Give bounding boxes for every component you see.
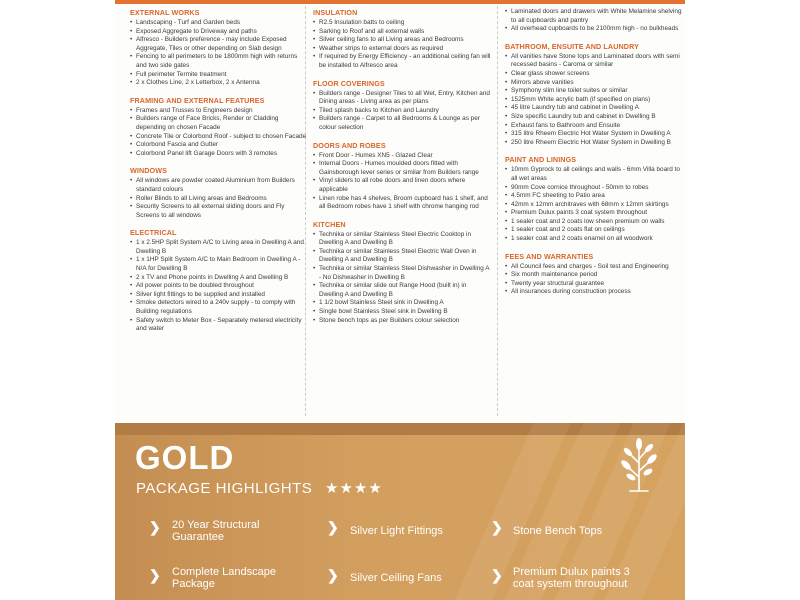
spec-item: • Builders range - Carpet to all Bedrooms & Lounge as per colour selection — [313, 115, 491, 132]
highlight-item: 20 Year Structural Guarantee — [172, 519, 260, 543]
spec-item: • Builders range of Face Bricks, Render or Cladding depending on chosen Facade — [130, 115, 308, 132]
section-title: WINDOWS — [130, 166, 168, 176]
spec-item: • All power points to be doubled throughout — [130, 282, 308, 291]
section-title: ELECTRICAL — [130, 228, 177, 238]
spec-item: • 90mm Cove cornice throughout - 50mm to robes — [505, 184, 683, 193]
spec-item: • 10mm Gyprock to all ceilings and walls - 6mm Villa board to all wet areas — [505, 166, 683, 183]
spec-item: • Smoke detectors wired to a 240v supply - to comply with Building regulations — [130, 299, 308, 316]
spec-section — [505, 155, 683, 243]
section-title: EXTERNAL WORKS — [130, 8, 200, 17]
top-accent-bar — [115, 0, 685, 4]
chevron-right-icon: ❯ — [491, 567, 503, 583]
spec-item: • R2.5 Insulation batts to ceiling — [313, 19, 491, 28]
spec-item: • Vinyl sliders to all robe doors and linen doors where applicable — [313, 177, 491, 194]
section-title: FRAMING AND EXTERNAL FEATURES — [130, 95, 265, 105]
spec-item: • 1525mm White acrylic bath (if specified on plans) — [505, 96, 683, 105]
spec-item: • Technika or similar Stainless Steel Electric Cooktop in Dwelling A and Dwelling B — [313, 231, 491, 248]
spec-section — [130, 8, 308, 88]
spec-item: • Exhaust fans to Bathroom and Ensuite — [505, 122, 683, 131]
spec-item: • All windows are powder coated Aluminium from Builders standard colours — [130, 177, 308, 194]
spec-item: • 2 x Clothes Line, 2 x Letterbox, 2 x Antenna — [130, 79, 308, 88]
spec-item: • Frames and Trusses to Engineers design — [130, 107, 308, 116]
spec-list — [505, 263, 683, 297]
spec-item: • Alfresco - Builders preference - may include Exposed Aggregate, Tiles or other depending on Slab design — [130, 36, 308, 53]
spec-section — [505, 42, 683, 148]
spec-item: • Technika or similar Stainless Steel Dishwasher in Dwelling A - No Dishwasher in Dwelling B — [313, 265, 491, 282]
spec-item: • Colorbond Panel lift Garage Doors with 3 remotes — [130, 150, 308, 159]
section-title: BATHROOM, ENSUITE AND LAUNDRY — [505, 41, 639, 51]
spec-item: • 4.5mm FC sheeting to Patio area — [505, 192, 683, 201]
spec-item: • Clear glass shower screens — [505, 70, 683, 79]
spec-list — [313, 231, 491, 326]
spec-item: • Security Screens to all external sliding doors and Fly Screens to all windows — [130, 203, 308, 220]
spec-column-3 — [505, 8, 683, 305]
chevron-right-icon: ❯ — [491, 519, 503, 535]
section-title: INSULATION — [313, 8, 358, 17]
spec-item: • All vanities have Stone tops and Laminated doors with semi recessed basins - Caroma or similar — [505, 53, 683, 70]
gold-package-banner — [115, 423, 685, 600]
spec-item: • Tiled splash backs to Kitchen and Laundry — [313, 107, 491, 116]
highlight-item: Stone Bench Tops — [513, 525, 603, 537]
spec-item: • All insurances during construction process — [505, 288, 683, 297]
spec-list — [505, 53, 683, 148]
highlight-item: Premium Dulux paints 3 coat system throughout — [513, 566, 630, 590]
section-title: DOORS AND ROBES — [313, 140, 386, 150]
spec-item: • Sarking to Roof and all external walls — [313, 28, 491, 37]
spec-item: • Single bowl Stainless Steel sink in Dwelling B — [313, 308, 491, 317]
spec-item: • 1 sealer coat and 2 coats low sheen premium on walls — [505, 218, 683, 227]
spec-column-2 — [313, 8, 491, 333]
spec-item: • All overhead cupboards to be 2100mm high - no bulkheads — [505, 25, 683, 34]
spec-item: • Internal Doors - Humes moulded doors fitted with Gainsborough lever series or similar from Builders range — [313, 160, 491, 177]
section-title: PAINT AND LININGS — [505, 155, 577, 165]
rating-stars: ★★★★ — [325, 480, 383, 497]
spec-item: • 42mm x 12mm architraves with 68mm x 12mm skirtings — [505, 201, 683, 210]
spec-section — [130, 228, 308, 334]
package-subtitle: PACKAGE HIGHLIGHTS — [136, 480, 313, 497]
spec-item: • 315 litre Rheem Electric Hot Water System in Dwelling A — [505, 130, 683, 139]
package-title: GOLD — [135, 439, 235, 476]
spec-item: • Linen robe has 4 shelves, Broom cupboard has 1 shelf, and all Bedroom robes have 1 shelf with chrome hanging rod — [313, 195, 491, 212]
section-title: KITCHEN — [313, 219, 346, 229]
spec-item: • Weather strips to external doors as required — [313, 45, 491, 54]
spec-list — [130, 239, 308, 334]
spec-item: • Size specific Laundry tub and cabinet in Dwelling B — [505, 113, 683, 122]
spec-item: • Silver light fittings to be supplied and installed — [130, 291, 308, 300]
tree-icon — [618, 437, 660, 498]
spec-item: • All Council fees and charges - Soil test and Engineering — [505, 263, 683, 272]
specifications-panel — [115, 0, 685, 423]
chevron-right-icon: ❯ — [327, 567, 339, 583]
spec-item: • 1 1/2 bowl Stainless Steel sink in Dwelling A — [313, 299, 491, 308]
spec-section — [130, 166, 308, 220]
spec-item: • 1 x 2.5HP Split System A/C to Living area in Dwelling A and Dwelling B — [130, 239, 308, 256]
spec-item: • Symphony slim line toilet suites or similar — [505, 87, 683, 96]
spec-item: • Roller Blinds to all Living areas and Bedrooms — [130, 195, 308, 204]
spec-item: • Fencing to all perimeters to be 1800mm high with returns and two side gates — [130, 53, 308, 70]
spec-section — [313, 79, 491, 133]
spec-list — [505, 8, 683, 34]
highlight-item: Silver Light Fittings — [350, 525, 443, 537]
highlight-item: Complete Landscape Package — [172, 566, 276, 590]
spec-item: • 2 x TV and Phone points in Dwelling A and Dwelling B — [130, 274, 308, 283]
spec-list — [313, 90, 491, 133]
spec-list — [130, 19, 308, 88]
spec-item: • Laminated doors and drawers with White Melamine shelving to all cupboards and pantry — [505, 8, 683, 25]
spec-section — [130, 96, 308, 159]
highlight-item: Silver Ceiling Fans — [350, 572, 442, 584]
spec-section — [505, 252, 683, 297]
spec-list — [313, 19, 491, 71]
spec-item: • Silver ceiling fans to all Living areas and Bedrooms — [313, 36, 491, 45]
spec-item: • 250 litre Rheem Electric Hot Water System in Dwelling B — [505, 139, 683, 148]
column-divider — [497, 6, 498, 416]
spec-item: • Colorbond Fascia and Gutter — [130, 141, 308, 150]
spec-section — [505, 8, 683, 34]
chevron-right-icon: ❯ — [149, 519, 161, 535]
section-title: FLOOR COVERINGS — [313, 78, 385, 88]
spec-item: • Front Door - Humes XN5 - Glazed Clear — [313, 152, 491, 161]
spec-item: • Mirrors above vanities — [505, 79, 683, 88]
spec-item: • Twenty year structural guarantee — [505, 280, 683, 289]
spec-item: • 1 x 1HP Split System A/C to Main Bedroom in Dwelling A - N/A for Dwelling B — [130, 256, 308, 273]
spec-item: • Stone bench tops as per Builders colour selection — [313, 317, 491, 326]
spec-section — [313, 8, 491, 71]
spec-item: • Six month maintenance period — [505, 271, 683, 280]
spec-item: • Technika or similar slide out Range Hood (built in) in Dwelling A and Dwelling B — [313, 282, 491, 299]
chevron-right-icon: ❯ — [149, 567, 161, 583]
spec-item: • 45 litre Laundry tub and cabinet in Dwelling A — [505, 104, 683, 113]
spec-item: • Technika or similar Stainless Steel Electric Wall Oven in Dwelling A and Dwelling B — [313, 248, 491, 265]
spec-section — [313, 220, 491, 326]
spec-list — [313, 152, 491, 212]
spec-item: • 1 sealer coat and 2 coats enamel on all woodwork — [505, 235, 683, 244]
spec-item: • If required by Energy Efficiency - an additional ceiling fan will be installed to Alfresco area — [313, 53, 491, 70]
spec-item: • Exposed Aggregate to Driveway and paths — [130, 28, 308, 37]
spec-list — [130, 177, 308, 220]
chevron-right-icon: ❯ — [327, 519, 339, 535]
spec-list — [505, 166, 683, 243]
spec-item: • 1 sealer coat and 2 coats flat on ceilings — [505, 226, 683, 235]
spec-item: • Landscaping - Turf and Garden beds — [130, 19, 308, 28]
spec-item: • Builders range - Designer Tiles to all Wet, Entry, Kitchen and Dining areas - Living area as per plans — [313, 90, 491, 107]
spec-section — [313, 141, 491, 212]
spec-item: • Premium Dulux paints 3 coat system throughout — [505, 209, 683, 218]
spec-column-1 — [130, 8, 308, 342]
section-title: FEES AND WARRANTIES — [505, 251, 594, 261]
spec-list — [130, 107, 308, 159]
spec-item: • Full perimeter Termite treatment — [130, 71, 308, 80]
spec-item: • Safety switch to Meter Box - Separately metered electricity and water — [130, 317, 308, 334]
spec-item: • Concrete Tile or Colorbond Roof - subject to chosen Facade — [130, 133, 308, 142]
